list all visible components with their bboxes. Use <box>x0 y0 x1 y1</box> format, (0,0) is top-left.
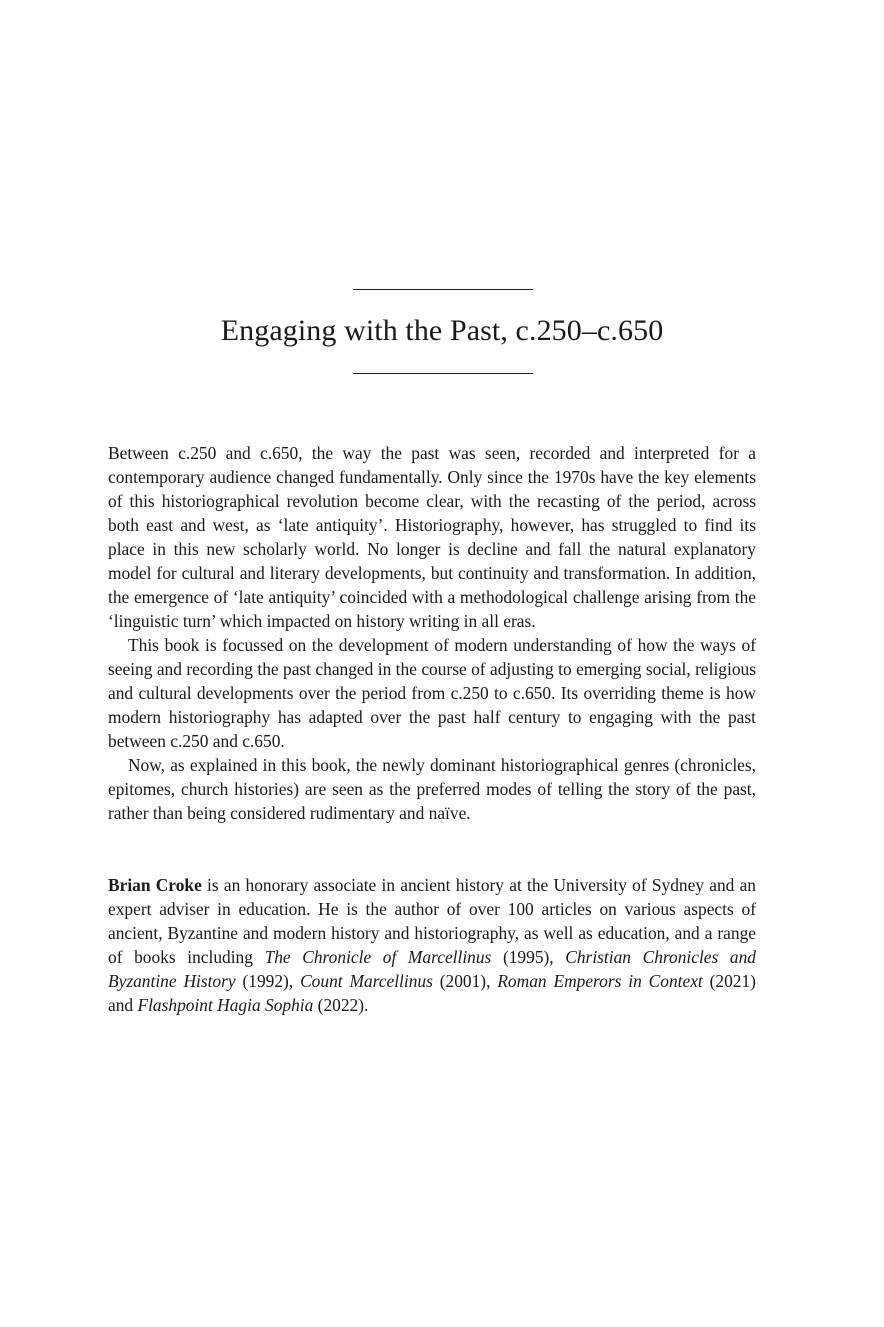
book-blurb <box>108 441 756 825</box>
blurb-paragraph-2: This book is focussed on the development of modern understanding of how the ways of seeing and recording the past changed in the course of adjusting to emerging social, religious and cultural developments over the period from c.250 to c.650. Its overriding theme is how modern historiography has adapted over the past half century to engaging with the past between c.250 and c.650. <box>108 635 756 751</box>
blurb-paragraph-3: Now, as explained in this book, the newly dominant historiographical genres (chronicles, epitomes, church histories) are seen as the preferred modes of telling the story of the past, rather than being considered rudimentary and naïve. <box>108 755 756 823</box>
blurb-paragraph-1: Between c.250 and c.650, the way the past was seen, recorded and interpreted for a contemporary audience changed fundamentally. Only since the 1970s have the key elements of this historiographical revolution become clear, with the recasting of the period, across both east and west, as ‘late antiquity’. Historiography, however, has struggled to find its place in this new scholarly world. No longer is decline and fall the natural explanatory model for cultural and literary developments, but continuity and transformation. In addition, the emergence of ‘late antiquity’ coincided with a methodological challenge arising from the ‘linguistic turn’ which impacted on history writing in all eras. <box>108 443 756 631</box>
book-title: Count Marcellinus <box>300 971 433 991</box>
author-bio <box>108 873 756 1017</box>
title-rule-bottom <box>353 373 533 374</box>
book-title: Roman Emperors in Context <box>497 971 703 991</box>
book-title: Christian Chronicles and Byzantine History <box>108 947 756 991</box>
book-year: (1992), <box>235 971 301 991</box>
book-year: (1995), <box>491 947 566 967</box>
author-bio-paragraph <box>108 873 756 1017</box>
author-name: Brian Croke <box>108 875 202 895</box>
author-bio-intro: is an honorary associate in ancient history at the University of Sydney and an expert adviser in education. He is the author of over 100 articles on various aspects of ancient, Byzantine and modern history and historiography, as well as education, and a range of books including <box>108 875 756 967</box>
book-year: (2022). <box>313 995 369 1015</box>
book-year: (2021) and <box>108 971 756 1015</box>
book-title: The Chronicle of Marcellinus <box>264 947 492 967</box>
title-rule-top <box>353 289 533 290</box>
book-year: (2001), <box>432 971 498 991</box>
page-title: Engaging with the Past, c.250–c.650 <box>220 314 664 347</box>
book-title: Flashpoint Hagia Sophia <box>137 995 314 1015</box>
